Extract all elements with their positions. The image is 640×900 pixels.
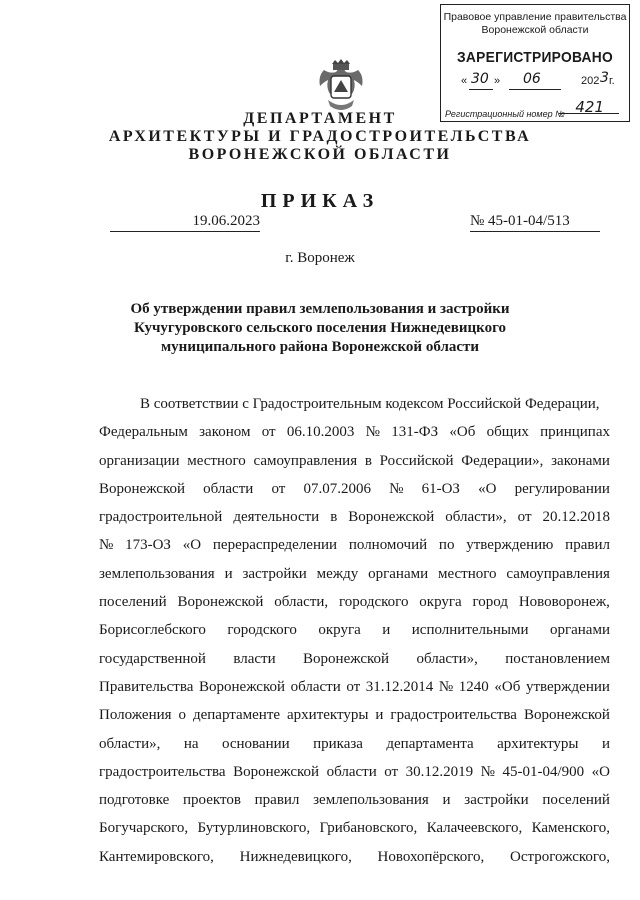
body-line: Воронежской области от 07.07.2006 № 61-ОЗ «О регулировании	[99, 480, 610, 497]
order-number: № 45-01-04/513	[470, 213, 600, 232]
city: г. Воронеж	[285, 250, 355, 266]
body-line: подготовке проектов правил землепользования и застройки поселений	[99, 792, 610, 809]
stamp-status: ЗАРЕГИСТРИРОВАНО	[456, 49, 614, 66]
body-line: Положения о департаменте архитектуры и градостроительства Воронежской	[99, 707, 610, 724]
body-line: В соответствии с Градостроительным кодексом Российской Федерации,	[140, 396, 600, 412]
stamp-day: 30	[471, 71, 489, 87]
document-type: ПРИКАЗ	[260, 190, 380, 212]
stamp-organization	[441, 11, 629, 37]
registration-stamp	[440, 4, 630, 122]
body-line: Кантемировского, Нижнедевицкого, Новохопёрского, Острогожского,	[99, 848, 610, 865]
stamp-year-suffix: 3	[600, 70, 609, 86]
department-line2: АРХИТЕКТУРЫ И ГРАДОСТРОИТЕЛЬСТВА	[108, 128, 532, 145]
body-line: градостроительства Воронежской области от 30.12.2019 № 45-01-04/900 «О	[99, 763, 610, 780]
coat-of-arms-icon	[316, 56, 366, 114]
department-line3: ВОРОНЕЖСКОЙ ОБЛАСТИ	[188, 146, 452, 163]
stamp-org-line2: Воронежской области	[481, 24, 589, 36]
order-date: 19.06.2023	[110, 213, 260, 232]
stamp-reg-label: Регистрационный номер №	[445, 109, 565, 119]
body-line: градостроительной деятельности в Воронежской области», от 20.12.2018	[99, 509, 610, 526]
stamp-org-line1: Правовое управление правительства	[443, 11, 627, 23]
body-line: Борисоглебского городского округа и исполнительными органами	[99, 622, 610, 639]
department-line1: ДЕПАРТАМЕНТ	[243, 110, 397, 127]
stamp-year-end: г.	[609, 75, 615, 87]
stamp-quote-open: «	[461, 75, 468, 87]
body-line: № 173-ОЗ «О перераспределении полномочий по утверждению правил	[99, 537, 610, 554]
body-line: Богучарского, Бутурлиновского, Грибановского, Калачеевского, Каменского,	[99, 820, 610, 837]
stamp-date	[461, 70, 621, 93]
order-body	[99, 390, 610, 871]
body-line: государственной власти Воронежской области», постановлением	[99, 650, 610, 667]
stamp-reg-value: 421	[575, 98, 604, 116]
stamp-year-prefix: 202	[581, 75, 600, 87]
body-line: организации местного самоуправления в Российской Федерации», законами	[99, 452, 610, 469]
body-line: Правительства Воронежской области от 31.12.2014 № 1240 «Об утверждении	[99, 678, 610, 695]
stamp-quote-close: »	[494, 75, 501, 87]
body-line: землепользования и застройки между органами местного самоуправления	[99, 565, 610, 582]
stamp-month: 06	[523, 71, 541, 87]
order-subject: Об утверждении правил землепользования и застройки Кучугуровского сельского поселения Нижнедевицкого муниципального района Воронежской области	[130, 301, 510, 355]
body-line: области», на основании приказа департамента архитектуры и	[99, 735, 610, 752]
body-line: Федеральным законом от 06.10.2003 № 131-ФЗ «Об общих принципах	[99, 424, 610, 441]
body-line: поселений Воронежской области, городского округа город Нововоронеж,	[99, 594, 610, 611]
